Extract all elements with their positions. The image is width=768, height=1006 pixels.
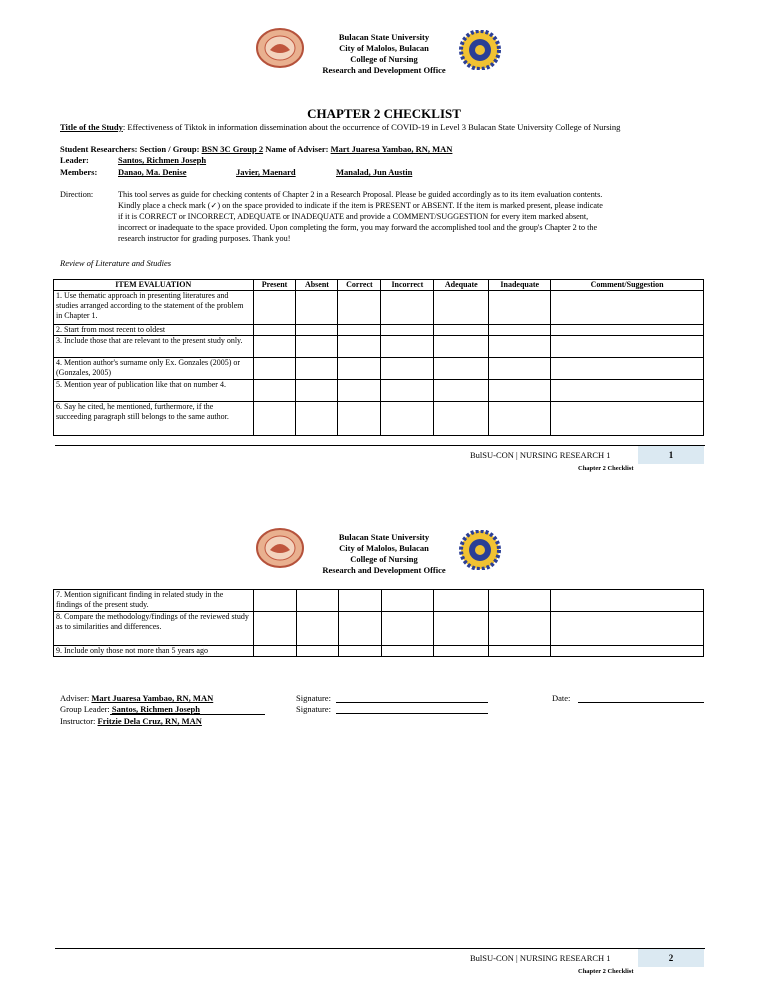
inadequate-cell[interactable] <box>489 590 551 612</box>
footer-sub-page2: Chapter 2 Checklist <box>578 968 634 975</box>
inadequate-cell[interactable] <box>489 358 551 380</box>
footer-rule-page2 <box>55 948 705 949</box>
comment-cell[interactable] <box>551 590 704 612</box>
section-heading: Review of Literature and Studies <box>60 258 172 268</box>
comment-cell[interactable] <box>551 336 704 358</box>
incorrect-cell[interactable] <box>381 380 434 402</box>
present-cell[interactable] <box>253 380 296 402</box>
section-label: Section / Group: <box>139 144 200 154</box>
checklist-table-page2 <box>53 589 704 657</box>
header-office: Research and Development Office <box>322 65 446 75</box>
item-text: 8. Compare the methodology/findings of the reviewed study as to similarities and differences. <box>54 612 254 646</box>
inadequate-cell[interactable] <box>489 325 551 336</box>
correct-cell[interactable] <box>338 336 381 358</box>
col-absent: Absent <box>296 280 338 291</box>
col-comment: Comment/Suggestion <box>551 280 704 291</box>
absent-cell[interactable] <box>296 590 338 612</box>
footer-text-page1: BulSU-CON | NURSING RESEARCH 1 <box>470 450 611 460</box>
direction-line-2: Kindly place a check mark (✓) on the space provided to indicate if the item is PRESENT or ABSENT. If the item is marked present, please indicate <box>118 201 603 210</box>
inadequate-cell[interactable] <box>489 336 551 358</box>
college-seal-icon <box>456 530 504 570</box>
comment-cell[interactable] <box>551 358 704 380</box>
signature-line-2[interactable] <box>336 713 488 714</box>
item-text: 6. Say he cited, he mentioned, furthermore, if the succeeding paragraph still belongs to the same author. <box>54 402 254 436</box>
present-cell[interactable] <box>253 291 296 325</box>
member-1: Danao, Ma. Denise <box>118 167 187 177</box>
correct-cell[interactable] <box>338 646 381 657</box>
correct-cell[interactable] <box>338 612 381 646</box>
col-correct: Correct <box>338 280 381 291</box>
comment-cell[interactable] <box>551 646 704 657</box>
present-cell[interactable] <box>253 612 296 646</box>
correct-cell[interactable] <box>338 402 381 436</box>
absent-cell[interactable] <box>296 380 338 402</box>
adequate-cell[interactable] <box>434 358 489 380</box>
researchers-label: Student Researchers: <box>60 144 138 154</box>
study-title-block <box>60 122 710 132</box>
header-page1 <box>0 0 768 80</box>
inadequate-cell[interactable] <box>489 291 551 325</box>
item-text: 2. Start from most recent to oldest <box>54 325 254 336</box>
adequate-cell[interactable] <box>434 336 489 358</box>
footer-sub-page1: Chapter 2 Checklist <box>578 465 634 472</box>
member-3: Manalad, Jun Austin <box>336 167 413 177</box>
signature-label: Signature: <box>296 704 331 714</box>
item-text: 3. Include those that are relevant to the present study only. <box>54 336 254 358</box>
leader-signoff-label: Group Leader: <box>60 704 110 714</box>
study-title-value: : Effectiveness of Tiktok in information dissemination about the occurrence of COVID-19 in Level 3 Bulacan State University College of Nursing <box>122 122 621 132</box>
adequate-cell[interactable] <box>434 325 489 336</box>
table-row <box>54 291 704 325</box>
direction-label: Direction: <box>60 190 94 199</box>
header-city: City of Malolos, Bulacan <box>339 43 429 53</box>
correct-cell[interactable] <box>338 358 381 380</box>
absent-cell[interactable] <box>296 646 338 657</box>
header-college: College of Nursing <box>350 54 418 64</box>
absent-cell[interactable] <box>296 612 338 646</box>
adviser-signoff <box>60 693 213 703</box>
correct-cell[interactable] <box>338 291 381 325</box>
item-text: 1. Use thematic approach in presenting literatures and studies arranged according to the statement of the problem in Chapter 1. <box>54 291 254 325</box>
instructor-signoff <box>60 716 202 726</box>
absent-cell[interactable] <box>296 402 338 436</box>
comment-cell[interactable] <box>551 612 704 646</box>
signature-line-1[interactable] <box>336 702 488 703</box>
page-number-1: 1 <box>638 446 704 464</box>
correct-cell[interactable] <box>338 325 381 336</box>
table-row <box>54 325 704 336</box>
members-label: Members: <box>60 167 98 177</box>
header-city: City of Malolos, Bulacan <box>339 543 429 553</box>
researchers-line <box>60 144 710 154</box>
date-label: Date: <box>552 693 571 703</box>
inadequate-cell[interactable] <box>489 612 551 646</box>
adviser-value: Mart Juaresa Yambao, RN, MAN <box>330 144 453 154</box>
direction-line-3: if it is CORRECT or INCORRECT, ADEQUATE or INADEQUATE and provide a COMMENT/SUGGESTION for every item marked absent, <box>118 212 589 221</box>
leader-underline <box>110 714 265 715</box>
table-row <box>54 612 704 646</box>
header-page2 <box>0 500 768 580</box>
present-cell[interactable] <box>253 325 296 336</box>
table-row <box>54 402 704 436</box>
header-text <box>284 32 484 76</box>
present-cell[interactable] <box>253 590 296 612</box>
leader-signoff <box>60 704 200 714</box>
date-line[interactable] <box>578 702 704 703</box>
footer-text-page2: BulSU-CON | NURSING RESEARCH 1 <box>470 953 611 963</box>
instructor-signoff-value: Fritzie Dela Cruz, RN, MAN <box>97 716 202 726</box>
header-university: Bulacan State University <box>338 532 430 542</box>
incorrect-cell[interactable] <box>381 402 434 436</box>
header-college: College of Nursing <box>350 554 418 564</box>
page-number-2: 2 <box>638 949 704 967</box>
footer-rule-page1 <box>55 445 705 446</box>
inadequate-cell[interactable] <box>489 380 551 402</box>
adequate-cell[interactable] <box>434 612 489 646</box>
col-inadequate: Inadequate <box>489 280 551 291</box>
incorrect-cell[interactable] <box>381 646 434 657</box>
table-row <box>54 336 704 358</box>
study-title-label: Title of the Study <box>60 122 123 132</box>
adviser-signoff-value: Mart Juaresa Yambao, RN, MAN <box>91 693 214 703</box>
table-header-row <box>54 280 704 291</box>
adequate-cell[interactable] <box>434 590 489 612</box>
leader-label: Leader: <box>60 155 89 165</box>
adviser-label: Name of Adviser: <box>265 144 329 154</box>
adequate-cell[interactable] <box>434 380 489 402</box>
present-cell[interactable] <box>253 336 296 358</box>
item-text: 4. Mention author's surname only Ex. Gonzales (2005) or (Gonzales, 2005) <box>54 358 254 380</box>
signature-field-1[interactable] <box>296 693 331 703</box>
table-row <box>54 646 704 657</box>
absent-cell[interactable] <box>296 336 338 358</box>
item-text: 7. Mention significant finding in related study in the findings of the present study. <box>54 590 254 612</box>
present-cell[interactable] <box>253 402 296 436</box>
direction-text <box>118 189 718 244</box>
incorrect-cell[interactable] <box>381 325 434 336</box>
adequate-cell[interactable] <box>434 646 489 657</box>
table-row <box>54 380 704 402</box>
direction-line-1: This tool serves as guide for checking contents of Chapter 2 in a Research Proposal. Please be guided accordingly as to its item evaluation contents. <box>118 190 603 199</box>
comment-cell[interactable] <box>551 380 704 402</box>
header-text <box>284 532 484 576</box>
col-present: Present <box>253 280 296 291</box>
col-incorrect: Incorrect <box>381 280 434 291</box>
signature-label: Signature: <box>296 693 331 703</box>
comment-cell[interactable] <box>551 325 704 336</box>
date-field[interactable] <box>552 693 570 703</box>
col-adequate: Adequate <box>434 280 489 291</box>
incorrect-cell[interactable] <box>381 291 434 325</box>
incorrect-cell[interactable] <box>381 336 434 358</box>
item-text: 9. Include only those not more than 5 years ago <box>54 646 254 657</box>
comment-cell[interactable] <box>551 291 704 325</box>
incorrect-cell[interactable] <box>381 612 434 646</box>
header-university: Bulacan State University <box>338 32 430 42</box>
item-text: 5. Mention year of publication like that on number 4. <box>54 380 254 402</box>
header-office: Research and Development Office <box>322 565 446 575</box>
absent-cell[interactable] <box>296 325 338 336</box>
section-value: BSN 3C Group 2 <box>201 144 264 154</box>
incorrect-cell[interactable] <box>381 590 434 612</box>
leader-signoff-value: Santos, Richmen Joseph <box>111 704 201 714</box>
adequate-cell[interactable] <box>434 402 489 436</box>
checklist-table-page1 <box>53 279 704 436</box>
correct-cell[interactable] <box>338 590 381 612</box>
inadequate-cell[interactable] <box>489 646 551 657</box>
table-row <box>54 358 704 380</box>
direction-line-5: research instructor for grading purposes. Thank you! <box>118 234 291 243</box>
adviser-signoff-label: Adviser: <box>60 693 90 703</box>
absent-cell[interactable] <box>296 291 338 325</box>
incorrect-cell[interactable] <box>381 358 434 380</box>
absent-cell[interactable] <box>296 358 338 380</box>
comment-cell[interactable] <box>551 402 704 436</box>
leader-value: Santos, Richmen Joseph <box>118 155 207 165</box>
adequate-cell[interactable] <box>434 291 489 325</box>
page-title: CHAPTER 2 CHECKLIST <box>307 106 461 121</box>
col-item-evaluation: ITEM EVALUATION <box>54 280 254 291</box>
signature-field-2[interactable] <box>296 704 331 714</box>
direction-line-4: incorrect or inadequate to the space provided. Upon completing the form, you may forward the accomplished tool and the group's Chapter 2 to the <box>118 223 598 232</box>
college-seal-icon <box>456 30 504 70</box>
table-row <box>54 590 704 612</box>
present-cell[interactable] <box>253 358 296 380</box>
present-cell[interactable] <box>253 646 296 657</box>
inadequate-cell[interactable] <box>489 402 551 436</box>
correct-cell[interactable] <box>338 380 381 402</box>
instructor-signoff-label: Instructor: <box>60 716 96 726</box>
member-2: Javier, Maenard <box>236 167 296 177</box>
